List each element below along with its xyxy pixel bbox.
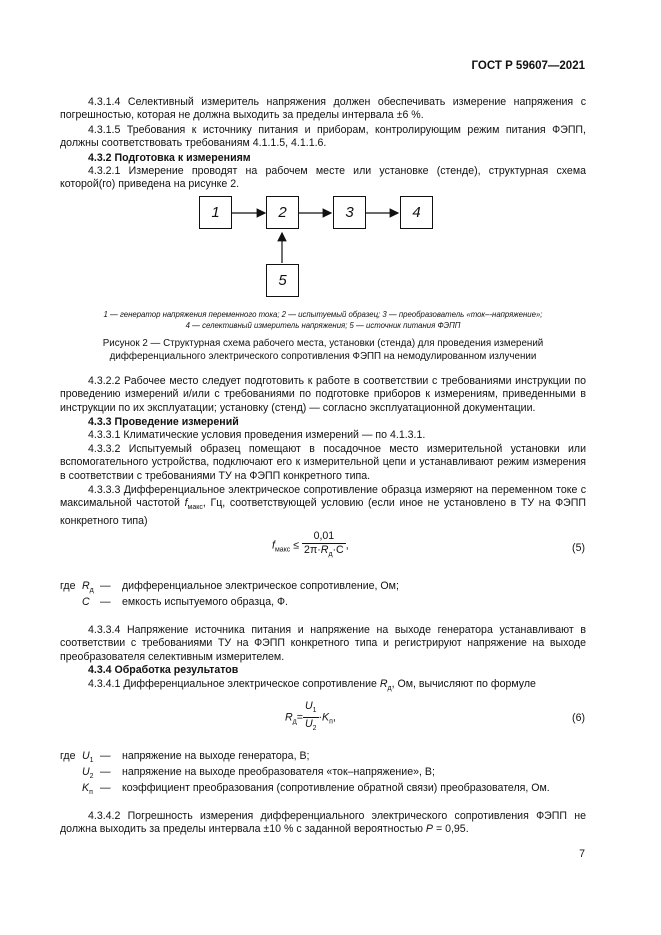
figure-caption bbox=[60, 337, 586, 363]
paragraph-4-3-4-2: 4.3.4.2 Погрешность измерения дифференциального электрического сопротивления ФЭПП не должна выходить за пределы интервала ±10 % с заданной вероятностью P = 0,95. bbox=[60, 810, 586, 836]
figure-legend bbox=[60, 309, 586, 331]
figure-legend-line-1: 1 — генератор напряжения переменного тока; 2 — испытуемый образец; 3 — преобразователь «ток–-напряжение»; bbox=[103, 310, 543, 319]
formula-5: $f_{макс}$ ≤ $\frac{0,01}{2\pi\cdot R_д\cdot C}$ , bbox=[272, 530, 349, 561]
paragraph-4-3-3-3: 4.3.3.3 Дифференциальное электрическое сопротивление образца измеряют на переменном токе с максимальной частотой $f_{макс}$, Гц, соответствующей условию (если иное не установлено в ТУ на ФЭПП конкретного типа) bbox=[60, 484, 586, 527]
paragraph-4-3-3-2: 4.3.3.2 Испытуемый образец помещают в посадочное место измерительной установки или вспомогательного устройства, подключают его к измерительной цепи и устанавливают режим измерения в соответствии с требованиями ТУ на ФЭПП конкретного типа. bbox=[60, 443, 586, 482]
paragraph-4-3-3-1: 4.3.3.1 Климатические условия проведения измерений — по 4.1.3.1. bbox=[88, 429, 426, 441]
formula-6: $R_д=$ $\frac{U_1}{U_2}$ $\cdot K_п$, bbox=[285, 700, 336, 735]
paragraph-4-3-2-1: 4.3.2.1 Измерение проводят на рабочем месте или установке (стенде), структурная схема которой(го) приведена на рисунке 2. bbox=[60, 165, 586, 191]
figure-caption-line-1: Рисунок 2 — Структурная схема рабочего места, установки (стенда) для проведения измерений bbox=[102, 338, 544, 349]
equation-number-6: (6) bbox=[572, 712, 585, 724]
paragraph-4-3-3-4: 4.3.3.4 Напряжение источника питания и напряжение на выходе генератора устанавливают в соответствии с требованиями ТУ на ФЭПП конкретного типа и регистрируют напряжение на выходе преобразователя селективным измерителем. bbox=[60, 624, 586, 663]
paragraph-4-3-2-2: 4.3.2.2 Рабочее место следует подготовить к работе в соответствии с требованиями инструкции по проведению измерений и/или с требованиями по подготовке приборов к измерениям, приведенными в инструкции по их эксплуатации; установку (стенд) — согласно эксплуатационной документации. bbox=[60, 375, 586, 414]
block-2-sample: 2 bbox=[266, 196, 299, 229]
definitions-6 bbox=[60, 748, 620, 796]
document-code: ГОСТ Р 59607—2021 bbox=[471, 60, 585, 72]
page-number: 7 bbox=[579, 848, 585, 860]
figure-legend-line-2: 4 — селективный измеритель напряжения; 5 — источник питания ФЭПП bbox=[185, 321, 461, 330]
diagram-arrows bbox=[0, 0, 661, 320]
definition-row: $K_п$ — коэффициент преобразования (сопротивление обратной связи) преобразователя, Ом. bbox=[82, 782, 550, 796]
equation-number-5: (5) bbox=[572, 542, 585, 554]
block-3-converter: 3 bbox=[333, 196, 366, 229]
heading-4-3-2: 4.3.2 Подготовка к измерениям bbox=[88, 152, 251, 164]
definition-row: где $U_1$ — напряжение на выходе генератора, В; bbox=[60, 750, 310, 764]
block-5-power-source: 5 bbox=[266, 264, 299, 297]
paragraph-4-3-1-4: 4.3.1.4 Селективный измеритель напряжения должен обеспечивать измерение напряжения с погрешностью, которая не должна выходить за пределы интервала ±6 %. bbox=[60, 96, 586, 122]
heading-4-3-4: 4.3.4 Обработка результатов bbox=[88, 664, 239, 676]
definition-row: C — емкость испытуемого образца, Ф. bbox=[82, 596, 289, 608]
formula-6-fraction: $\frac{U_1}{U_2}$ bbox=[304, 700, 317, 732]
figure-caption-line-2: дифференциального электрического сопротивления ФЭПП на немодулированном излучении bbox=[109, 351, 537, 362]
definition-row: $U_2$ — напряжение на выходе преобразователя «ток–напряжение», В; bbox=[82, 766, 435, 780]
block-4-voltmeter: 4 bbox=[400, 196, 433, 229]
paragraph-4-3-4-1: 4.3.4.1 Дифференциальное электрическое сопротивление $R_д$, Ом, вычисляют по формуле bbox=[88, 678, 536, 692]
formula-5-fraction: $\frac{0,01}{2\pi\cdot R_д\cdot C}$ bbox=[304, 530, 344, 558]
paragraph-4-3-1-5: 4.3.1.5 Требования к источнику питания и приборам, контролирующим режим питания ФЭПП, должны соответствовать требованиям 4.1.1.5, 4.1.1.6. bbox=[60, 124, 586, 150]
definition-row: где $R_д$ — дифференциальное электрическое сопротивление, Ом; bbox=[60, 580, 399, 594]
block-1-generator: 1 bbox=[199, 196, 232, 229]
heading-4-3-3: 4.3.3 Проведение измерений bbox=[88, 416, 239, 428]
definitions-5 bbox=[60, 578, 600, 610]
